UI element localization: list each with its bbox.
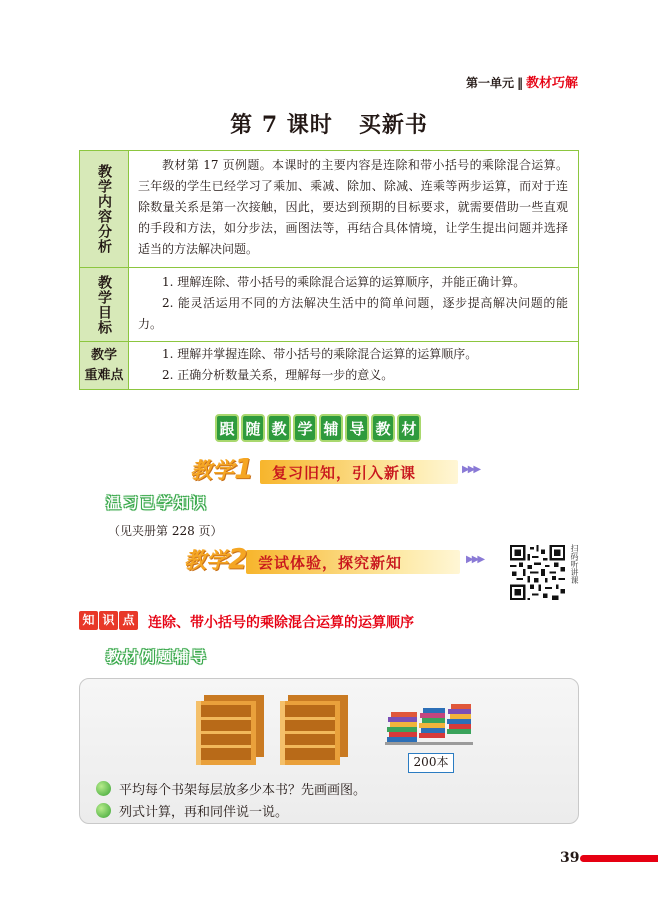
unit-header: 第一单元 ‖ 教材巧解 xyxy=(465,76,578,91)
key-point-1: 1. 理解并掌握连除、带小括号的乘除混合运算的运算顺序。 xyxy=(162,347,478,361)
row-label xyxy=(80,342,129,389)
section-banner xyxy=(215,414,421,444)
kp-char: 点 xyxy=(119,611,138,630)
book-stacks-icon xyxy=(385,699,473,749)
teaching-step-1 xyxy=(190,452,490,485)
lesson-name: 买新书 xyxy=(358,112,428,138)
table-row-key-points xyxy=(80,342,578,389)
table-row-objectives xyxy=(80,268,578,342)
step-number: 2 xyxy=(228,542,248,575)
table-row-content-analysis xyxy=(80,151,578,268)
objective-2: 2. 能灵活运用不同的方法解决生活中的简单问题，逐步提高解决问题的能力。 xyxy=(138,296,568,331)
banner-char: 导 xyxy=(345,414,369,442)
lesson-plan-table xyxy=(79,150,579,390)
objective-1: 1. 理解连除、带小括号的乘除混合运算的运算顺序，并能正确计算。 xyxy=(162,275,526,289)
example-box xyxy=(79,678,579,824)
page-accent-bar xyxy=(580,855,658,862)
knowledge-point-title: 连除、带小括号的乘除混合运算的运算顺序 xyxy=(148,615,414,631)
teaching-step-2 xyxy=(184,542,494,575)
section-name: 教材巧解 xyxy=(525,76,578,91)
question-2 xyxy=(96,801,288,820)
example-heading: 教材例题辅导 xyxy=(106,648,209,666)
arrows-icon: ▶▶▶ xyxy=(466,554,484,565)
knowledge-point-tag xyxy=(79,611,139,630)
banner-char: 随 xyxy=(241,414,265,442)
row-label: 教学目标 xyxy=(80,268,129,341)
bookshelf-icon xyxy=(196,695,264,765)
lesson-number: 第 7 课时 xyxy=(230,112,333,138)
step-title: 复习旧知，引入新课 xyxy=(272,464,417,482)
question-text: 平均每个书架每层放多少本书？先画画图。 xyxy=(119,783,367,798)
step-tag: 教学 xyxy=(184,549,229,574)
key-point-2: 2. 正确分析数量关系，理解每一步的意义。 xyxy=(162,368,394,382)
page-number: 39 xyxy=(560,850,580,866)
banner-char: 学 xyxy=(293,414,317,442)
kp-char: 知 xyxy=(79,611,98,630)
bullet-icon xyxy=(96,781,111,796)
banner-char: 辅 xyxy=(319,414,343,442)
kp-char: 识 xyxy=(99,611,118,630)
row-label: 教学内容分析 xyxy=(80,151,129,267)
step-number: 1 xyxy=(234,452,254,485)
reference-note: （见夹册第 228 页） xyxy=(108,524,223,538)
banner-char: 跟 xyxy=(215,414,239,442)
question-text: 列式计算，再和同伴说一说。 xyxy=(119,805,289,820)
bullet-icon xyxy=(96,803,111,818)
step-title: 尝试体验，探究新知 xyxy=(258,554,403,572)
question-1 xyxy=(96,779,366,798)
review-heading: 温习已学知识 xyxy=(106,494,209,512)
book-count-label: 200本 xyxy=(408,753,454,773)
qr-code-icon[interactable] xyxy=(510,545,565,600)
unit-name: 第一单元 xyxy=(465,76,514,90)
arrows-icon: ▶▶▶ xyxy=(462,464,480,475)
row-label-bottom: 重难点 xyxy=(84,367,124,383)
step-tag: 教学 xyxy=(190,459,235,484)
row-label-top: 教学 xyxy=(90,347,117,363)
lesson-title xyxy=(0,108,658,139)
banner-char: 教 xyxy=(371,414,395,442)
qr-caption: 扫码听讲课 xyxy=(570,544,579,584)
row-text: 教材第 17 页例题。本课时的主要内容是连除和带小括号的乘除混合运算。三年级的学生已经学习了乘加、乘减、除加、除减、连乘等两步运算，而对于连除数量关系是第一次接触，因此，要达到预期的目标要求，就需要借助一些直观的手段和方法，如分步法，画图法等，再结合具体情境，让学生提出问题并选择适当的方法解决问题。 xyxy=(138,158,568,256)
banner-char: 材 xyxy=(397,414,421,442)
banner-char: 教 xyxy=(267,414,291,442)
bookshelf-icon xyxy=(280,695,348,765)
